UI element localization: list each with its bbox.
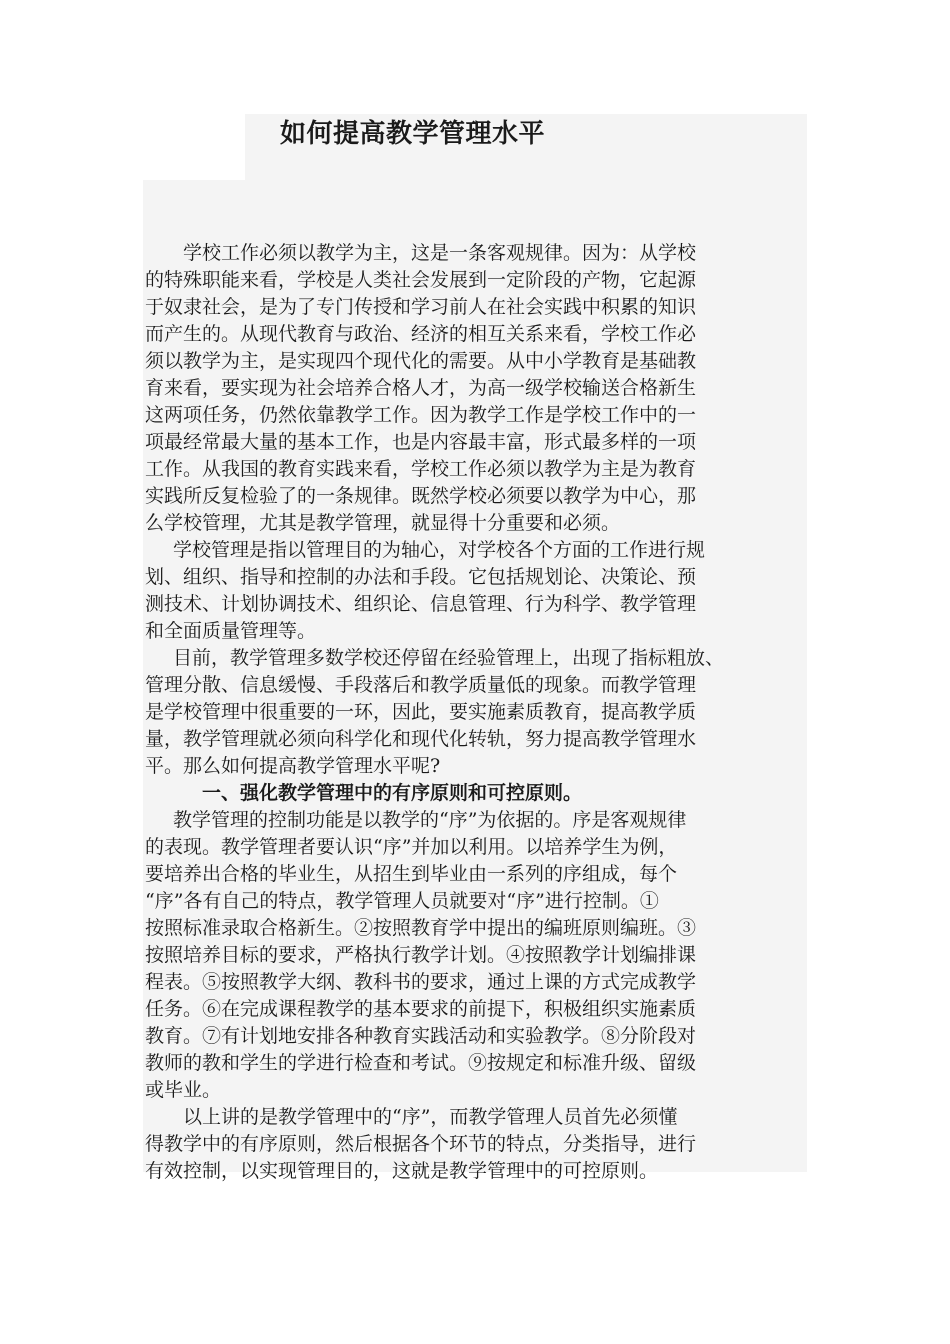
text-line: 须以教学为主，是实现四个现代化的需要。从中小学教育是基础教	[145, 350, 697, 372]
text-line: 么学校管理，尤其是教学管理，就显得十分重要和必须。	[145, 512, 621, 534]
text-line: 平。那么如何提高教学管理水平呢?	[145, 755, 441, 777]
text-line: 教师的教和学生的学进行检查和考试。⑨按规定和标准升级、留级	[145, 1052, 697, 1074]
text-line: 是学校管理中很重要的一环，因此，要实施素质教育，提高教学质	[145, 701, 697, 723]
text-line: 而产生的。从现代教育与政治、经济的相互关系来看，学校工作必	[145, 323, 697, 345]
text-line: 的特殊职能来看，学校是人类社会发展到一定阶段的产物，它起源	[145, 269, 697, 291]
text-line: 实践所反复检验了的一条规律。既然学校必须要以教学为中心，那	[145, 485, 697, 507]
text-line: 程表。⑤按照教学大纲、教科书的要求，通过上课的方式完成教学	[145, 971, 697, 993]
document-body	[145, 240, 800, 1185]
text-line: 测技术、计划协调技术、组织论、信息管理、行为科学、教学管理	[145, 593, 697, 615]
text-line: 学校管理是指以管理目的为轴心，对学校各个方面的工作进行规	[173, 539, 706, 561]
document-title: 如何提高教学管理水平	[280, 119, 546, 149]
text-line: 按照标准录取合格新生。②按照教育学中提出的编班原则编班。③	[145, 917, 697, 939]
text-line: 这两项任务，仍然依靠教学工作。因为教学工作是学校工作中的一	[145, 404, 697, 426]
section-heading: 一、强化教学管理中的有序原则和可控原则。	[202, 782, 583, 804]
text-line: “序”各有自己的特点，教学管理人员就要对“序”进行控制。①	[145, 890, 659, 912]
text-line: 于奴隶社会，是为了专门传授和学习前人在社会实践中积累的知识	[145, 296, 697, 318]
text-line: 要培养出合格的毕业生，从招生到毕业由一系列的序组成，每个	[145, 863, 678, 885]
text-line: 学校工作必须以教学为主，这是一条客观规律。因为：从学校	[183, 242, 697, 264]
text-line: 和全面质量管理等。	[145, 620, 317, 642]
text-line: 任务。⑥在完成课程教学的基本要求的前提下，积极组织实施素质	[145, 998, 697, 1020]
text-line: 育来看，要实现为社会培养合格人才，为高一级学校输送合格新生	[145, 377, 697, 399]
text-line: 教学管理的控制功能是以教学的“序”为依据的。序是客观规律	[173, 809, 687, 831]
text-line: 划、组织、指导和控制的办法和手段。它包括规划论、决策论、预	[145, 566, 697, 588]
text-line: 目前，教学管理多数学校还停留在经验管理上，出现了指标粗放、	[173, 647, 725, 669]
text-line: 教育。⑦有计划地安排各种教育实践活动和实验教学。⑧分阶段对	[145, 1025, 697, 1047]
text-line: 的表现。教学管理者要认识“序”并加以利用。以培养学生为例，	[145, 836, 678, 858]
text-line: 以上讲的是教学管理中的“序”，而教学管理人员首先必须懂	[183, 1106, 678, 1128]
text-line: 或毕业。	[145, 1079, 222, 1101]
text-line: 管理分散、信息缓慢、手段落后和教学质量低的现象。而教学管理	[145, 674, 697, 696]
text-line: 项最经常最大量的基本工作，也是内容最丰富，形式最多样的一项	[145, 431, 697, 453]
text-line: 有效控制，以实现管理目的，这就是教学管理中的可控原则。	[145, 1160, 659, 1182]
text-line: 量，教学管理就必须向科学化和现代化转轨，努力提高教学管理水	[145, 728, 697, 750]
text-line: 按照培养目标的要求，严格执行教学计划。④按照教学计划编排课	[145, 944, 697, 966]
text-line: 工作。从我国的教育实践来看，学校工作必须以教学为主是为教育	[145, 458, 697, 480]
text-line: 得教学中的有序原则，然后根据各个环节的特点，分类指导，进行	[145, 1133, 697, 1155]
